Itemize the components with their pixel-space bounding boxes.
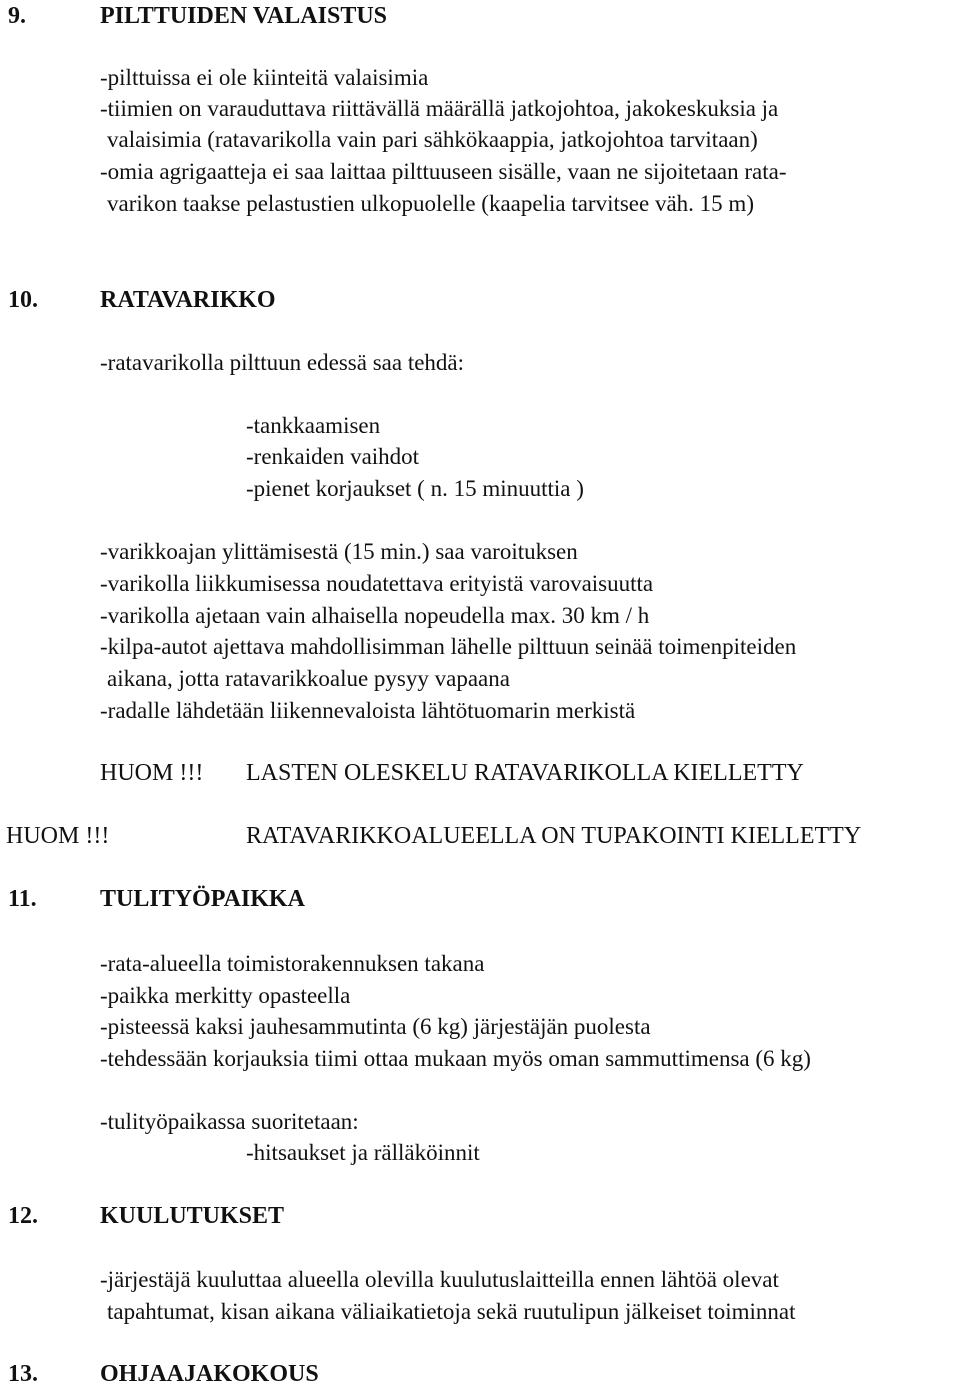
section-9-line-1: -pilttuissa ei ole kiinteitä valaisimia — [100, 65, 429, 90]
section-10-number: 10. — [8, 287, 38, 313]
section-10-line-2: -varikolla liikkumisessa noudatettava erityistä varovaisuutta — [100, 571, 654, 596]
section-12-line-1: -järjestäjä kuuluttaa alueella olevilla kuulutuslaitteilla ennen lähtöä olevat — [100, 1267, 779, 1292]
section-11-line-2: -paikka merkitty opasteella — [100, 983, 351, 1008]
section-9-line-4: -omia agrigaatteja ei saa laittaa pilttuuseen sisälle, vaan ne sijoitetaan rata- — [100, 159, 787, 184]
section-11-sublist-item-1: -hitsaukset ja rälläköinnit — [246, 1140, 480, 1165]
section-10-sublist-item-1: -tankkaamisen — [246, 413, 381, 438]
section-10-line-3: -varikolla ajetaan vain alhaisella nopeudella max. 30 km / h — [100, 603, 650, 628]
section-11-number: 11. — [8, 886, 37, 912]
section-13-number: 13. — [8, 1361, 38, 1387]
section-12-number: 12. — [8, 1203, 38, 1229]
section-10-sublist-item-3: -pienet korjaukset ( n. 15 minuuttia ) — [246, 476, 584, 501]
section-11-line-3: -pisteessä kaksi jauhesammutinta (6 kg) järjestäjän puolesta — [100, 1014, 651, 1039]
section-10-title: RATAVARIKKO — [100, 287, 276, 313]
section-11-line-1: -rata-alueella toimistorakennuksen takana — [100, 951, 485, 976]
section-10-line-4: -kilpa-autot ajettava mahdollisimman lähelle pilttuun seinää toimenpiteiden — [100, 634, 797, 659]
section-10-line-1: -varikkoajan ylittämisestä (15 min.) saa varoituksen — [100, 539, 578, 564]
section-12-line-2: tapahtumat, kisan aikana väliaikatietoja sekä ruutulipun jälkeiset toiminnat — [107, 1299, 796, 1324]
section-9-line-3: valaisimia (ratavarikolla vain pari sähkökaappia, jatkojohtoa tarvitaan) — [107, 127, 758, 152]
section-11-line-4: -tehdessään korjauksia tiimi ottaa mukaan myös oman sammuttimensa (6 kg) — [100, 1046, 811, 1071]
section-11-title: TULITYÖPAIKKA — [100, 886, 305, 912]
section-9-title: PILTTUIDEN VALAISTUS — [100, 3, 388, 29]
note-1-text: LASTEN OLESKELU RATAVARIKOLLA KIELLETTY — [246, 760, 804, 786]
section-13-title: OHJAAJAKOKOUS — [100, 1361, 319, 1387]
section-10-intro: -ratavarikolla pilttuun edessä saa tehdä: — [100, 350, 465, 375]
section-9-line-5: varikon taakse pelastustien ulkopuolelle (kaapelia tarvitsee väh. 15 m) — [107, 191, 754, 216]
note-2-label: HUOM !!! — [6, 823, 110, 849]
section-10-sublist-item-2: -renkaiden vaihdot — [246, 444, 420, 469]
section-11-intro: -tulityöpaikassa suoritetaan: — [100, 1109, 359, 1134]
note-2-text: RATAVARIKKOALUEELLA ON TUPAKOINTI KIELLETTY — [246, 823, 862, 849]
section-10-line-5: aikana, jotta ratavarikkoalue pysyy vapaana — [107, 666, 510, 691]
note-1-label: HUOM !!! — [100, 760, 204, 786]
section-12-title: KUULUTUKSET — [100, 1203, 285, 1229]
section-10-line-6: -radalle lähdetään liikennevaloista lähtötuomarin merkistä — [100, 698, 636, 723]
section-9-line-2: -tiimien on varauduttava riittävällä määrällä jatkojohtoa, jakokeskuksia ja — [100, 96, 779, 121]
section-9-number: 9. — [8, 3, 26, 29]
